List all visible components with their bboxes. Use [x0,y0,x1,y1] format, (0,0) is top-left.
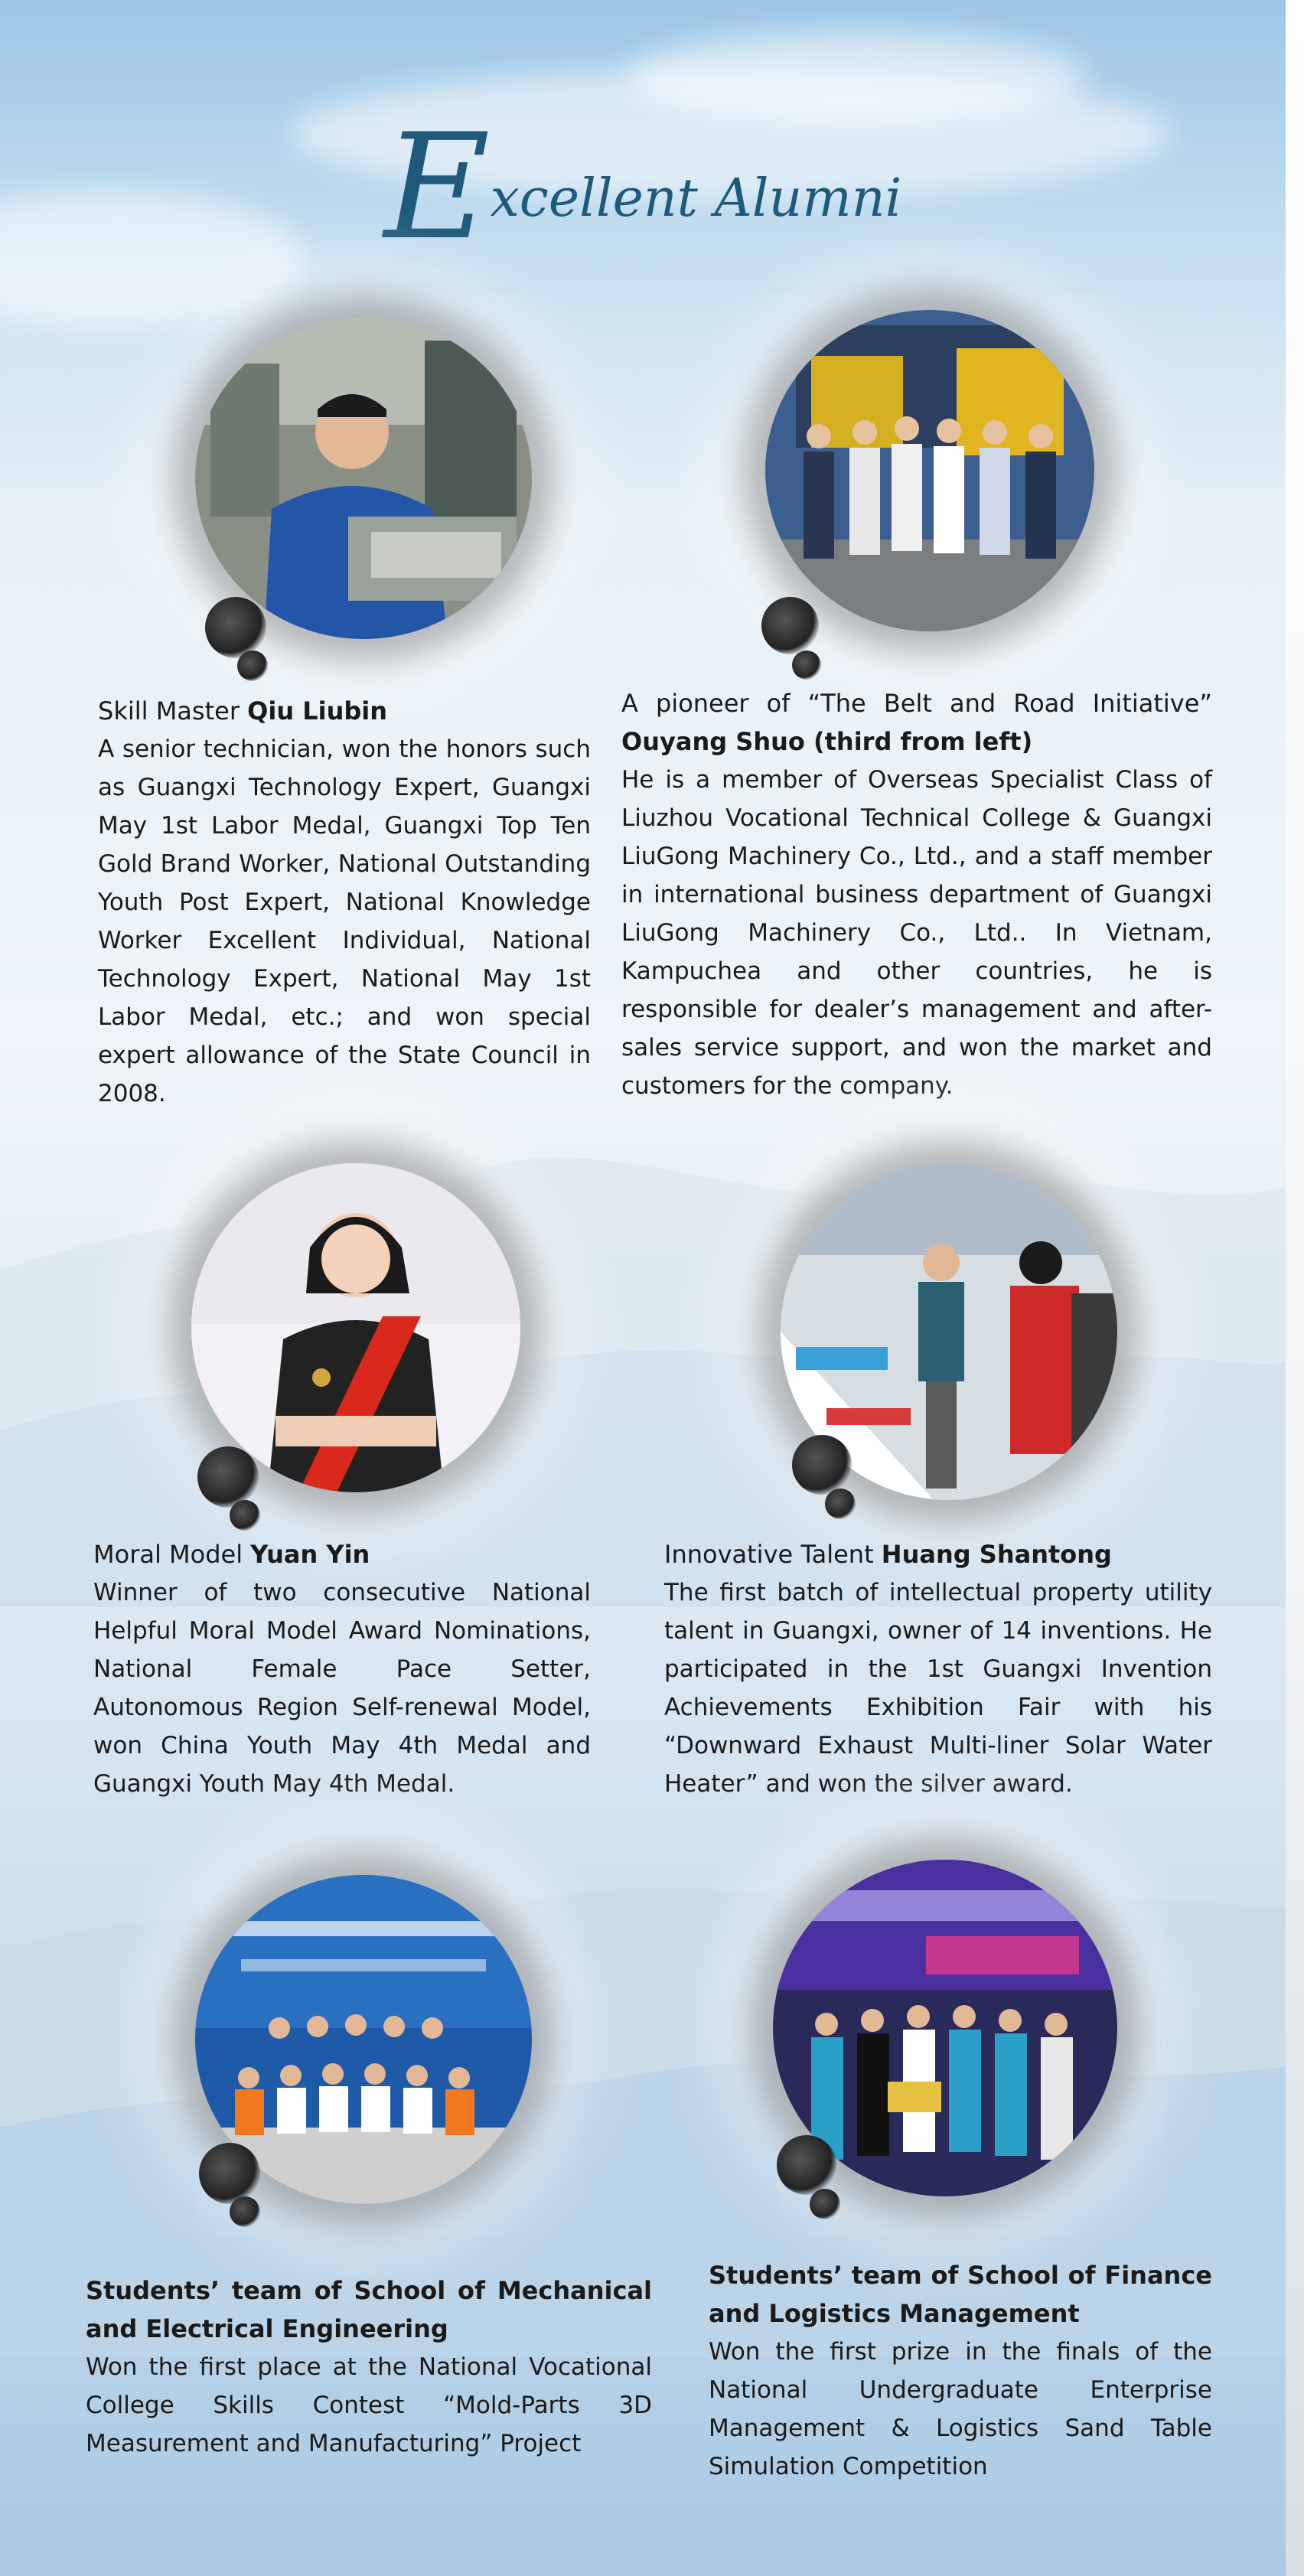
alumni-heading [664,1535,1212,1573]
alumni-text-finance-team [709,2256,1212,2486]
page-edge [1286,0,1304,2576]
alumni-role: Skill Master [98,696,240,726]
title-rest: xcellent Alumni [490,168,902,229]
alumni-heading [93,1535,591,1573]
alumni-text-yuan-yin [93,1535,591,1803]
alumni-name: Huang Shantong [881,1540,1112,1569]
alumni-role: Moral Model [93,1540,243,1569]
ink-splash-decoration [792,651,821,680]
alumni-photo-yuan-yin [191,1163,520,1492]
alumni-name: Students’ team of School of Mechanical and Electrical Engineering [86,2276,652,2343]
alumni-photo-qiu-liubin [195,318,532,639]
ink-splash-decoration [792,1435,852,1495]
alumni-name: Yuan Yin [250,1540,370,1569]
cloud-decoration [628,31,1087,122]
ink-splash-decoration [810,2189,840,2219]
alumni-photo-ouyang-shuo [765,310,1094,631]
alumni-name: Ouyang Shuo (third from left) [621,727,1033,756]
alumni-text-ouyang-shuo [621,684,1212,1105]
alumni-name: Students’ team of School of Finance and Logistics Management [709,2261,1212,2328]
ink-splash-decoration [197,1446,259,1508]
alumni-heading [98,692,591,730]
alumni-role: A pioneer of “The Belt and Road Initiative” [621,689,1212,718]
title-initial: E [383,103,491,272]
alumni-description: A senior technician, won the honors such as Guangxi Technology Expert, Guangxi May 1st Labor Medal, Guangxi Top Ten Gold Brand Worker, National Outstanding Youth Post Expert, National Knowledge Worker Excellent Individual, National Technology Expert, National May 1st Labor Medal, etc.; and won special expert allowance of the State Council in 2008. [98,735,591,1107]
alumni-description: Winner of two consecutive National Helpful Moral Model Award Nominations, National Female Pace Setter, Autonomous Region Self-renewal Model, won China Youth May 4th Medal and Guangxi Youth May 4th Medal. [93,1579,591,1798]
alumni-description: He is a member of Overseas Specialist Class of Liuzhou Vocational Technical College & Guangxi LiuGong Machinery Co., Ltd., and a staff member in international business department of Guangxi LiuGong Machinery Co., Ltd.. In Vietnam, Kampuchea and other countries, he is responsible for dealer’s management and after-sales service support, and won the market and customers for the company. [621,766,1212,1100]
ink-splash-decoration [237,651,268,681]
alumni-text-mechanical-team [86,2271,652,2463]
ink-splash-decoration [205,597,266,658]
ink-splash-decoration [777,2135,836,2195]
alumni-name: Qiu Liubin [247,696,388,726]
alumni-heading [621,684,1212,761]
alumni-description: The first batch of intellectual property utility talent in Guangxi, owner of 14 inventions. He participated in the 1st Guangxi Invention Achievements Exhibition Fair with his “Downward Exhaust Multi-liner Solar Water Heater” and won the silver award. [664,1579,1212,1798]
alumni-role: Innovative Talent [664,1540,874,1569]
ink-splash-decoration [199,2143,260,2204]
page-title [0,103,1286,272]
alumni-description: Won the first place at the National Vocational College Skills Contest “Mold-Parts 3D Measurement and Manufacturing” Project [86,2353,652,2457]
alumni-heading [86,2271,652,2348]
ink-splash-decoration [230,1500,260,1531]
alumni-text-huang-shantong [664,1535,1212,1803]
ink-splash-decoration [825,1489,856,1519]
ink-splash-decoration [230,2196,260,2227]
alumni-description: Won the first prize in the finals of the National Undergraduate Enterprise Management & Logistics Sand Table Simulation Competition [709,2338,1212,2480]
alumni-text-qiu-liubin [98,692,591,1113]
ink-splash-decoration [761,597,819,654]
alumni-heading [709,2256,1212,2333]
